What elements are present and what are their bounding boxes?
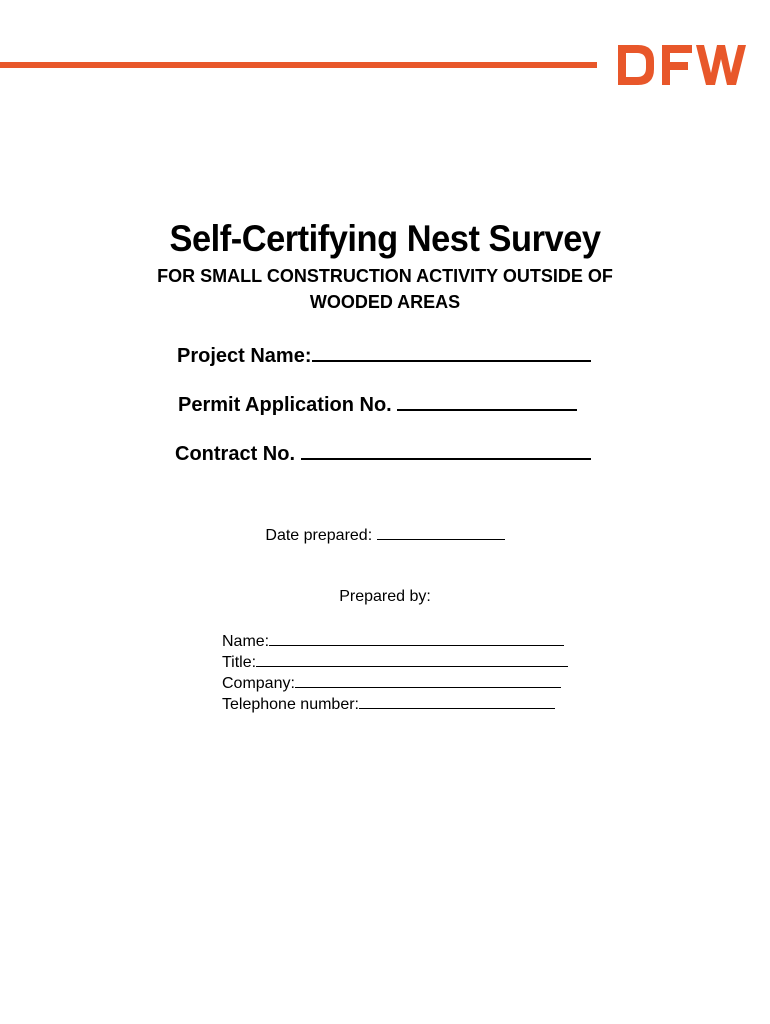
preparer-title-label: Title: <box>222 654 257 671</box>
contract-row <box>175 438 591 466</box>
document-title: Self-Certifying Nest Survey <box>169 218 601 259</box>
permit-application-row <box>178 389 577 417</box>
document-subtitle-line2: WOODED AREAS <box>309 292 461 312</box>
project-name-label: Project Name: <box>177 345 312 367</box>
preparer-title-row <box>222 652 568 673</box>
preparer-telephone-label: Telephone number: <box>222 696 359 713</box>
header-accent-rule <box>0 62 597 68</box>
preparer-company-label: Company: <box>222 675 295 692</box>
preparer-name-label: Name: <box>222 633 270 650</box>
prepared-by-block <box>222 631 568 715</box>
contract-label: Contract No. <box>175 443 295 465</box>
date-prepared-label: Date prepared: <box>265 527 373 544</box>
preparer-telephone-field[interactable] <box>359 694 555 709</box>
date-prepared-row <box>0 525 770 545</box>
permit-application-label: Permit Application No. <box>178 394 392 416</box>
dfw-logo <box>612 40 752 90</box>
document-subtitle-line1: FOR SMALL CONSTRUCTION ACTIVITY OUTSIDE OF <box>157 266 613 286</box>
preparer-title-field[interactable] <box>256 652 568 667</box>
project-name-field[interactable] <box>312 340 591 362</box>
preparer-name-row <box>222 631 568 652</box>
preparer-company-row <box>222 673 568 694</box>
project-name-row <box>177 340 591 368</box>
permit-application-field[interactable] <box>397 389 577 411</box>
preparer-telephone-row <box>222 694 568 715</box>
preparer-name-field[interactable] <box>269 631 564 646</box>
contract-field[interactable] <box>301 438 591 460</box>
preparer-company-field[interactable] <box>295 673 561 688</box>
prepared-by-heading: Prepared by: <box>339 588 431 605</box>
date-prepared-field[interactable] <box>377 525 505 540</box>
